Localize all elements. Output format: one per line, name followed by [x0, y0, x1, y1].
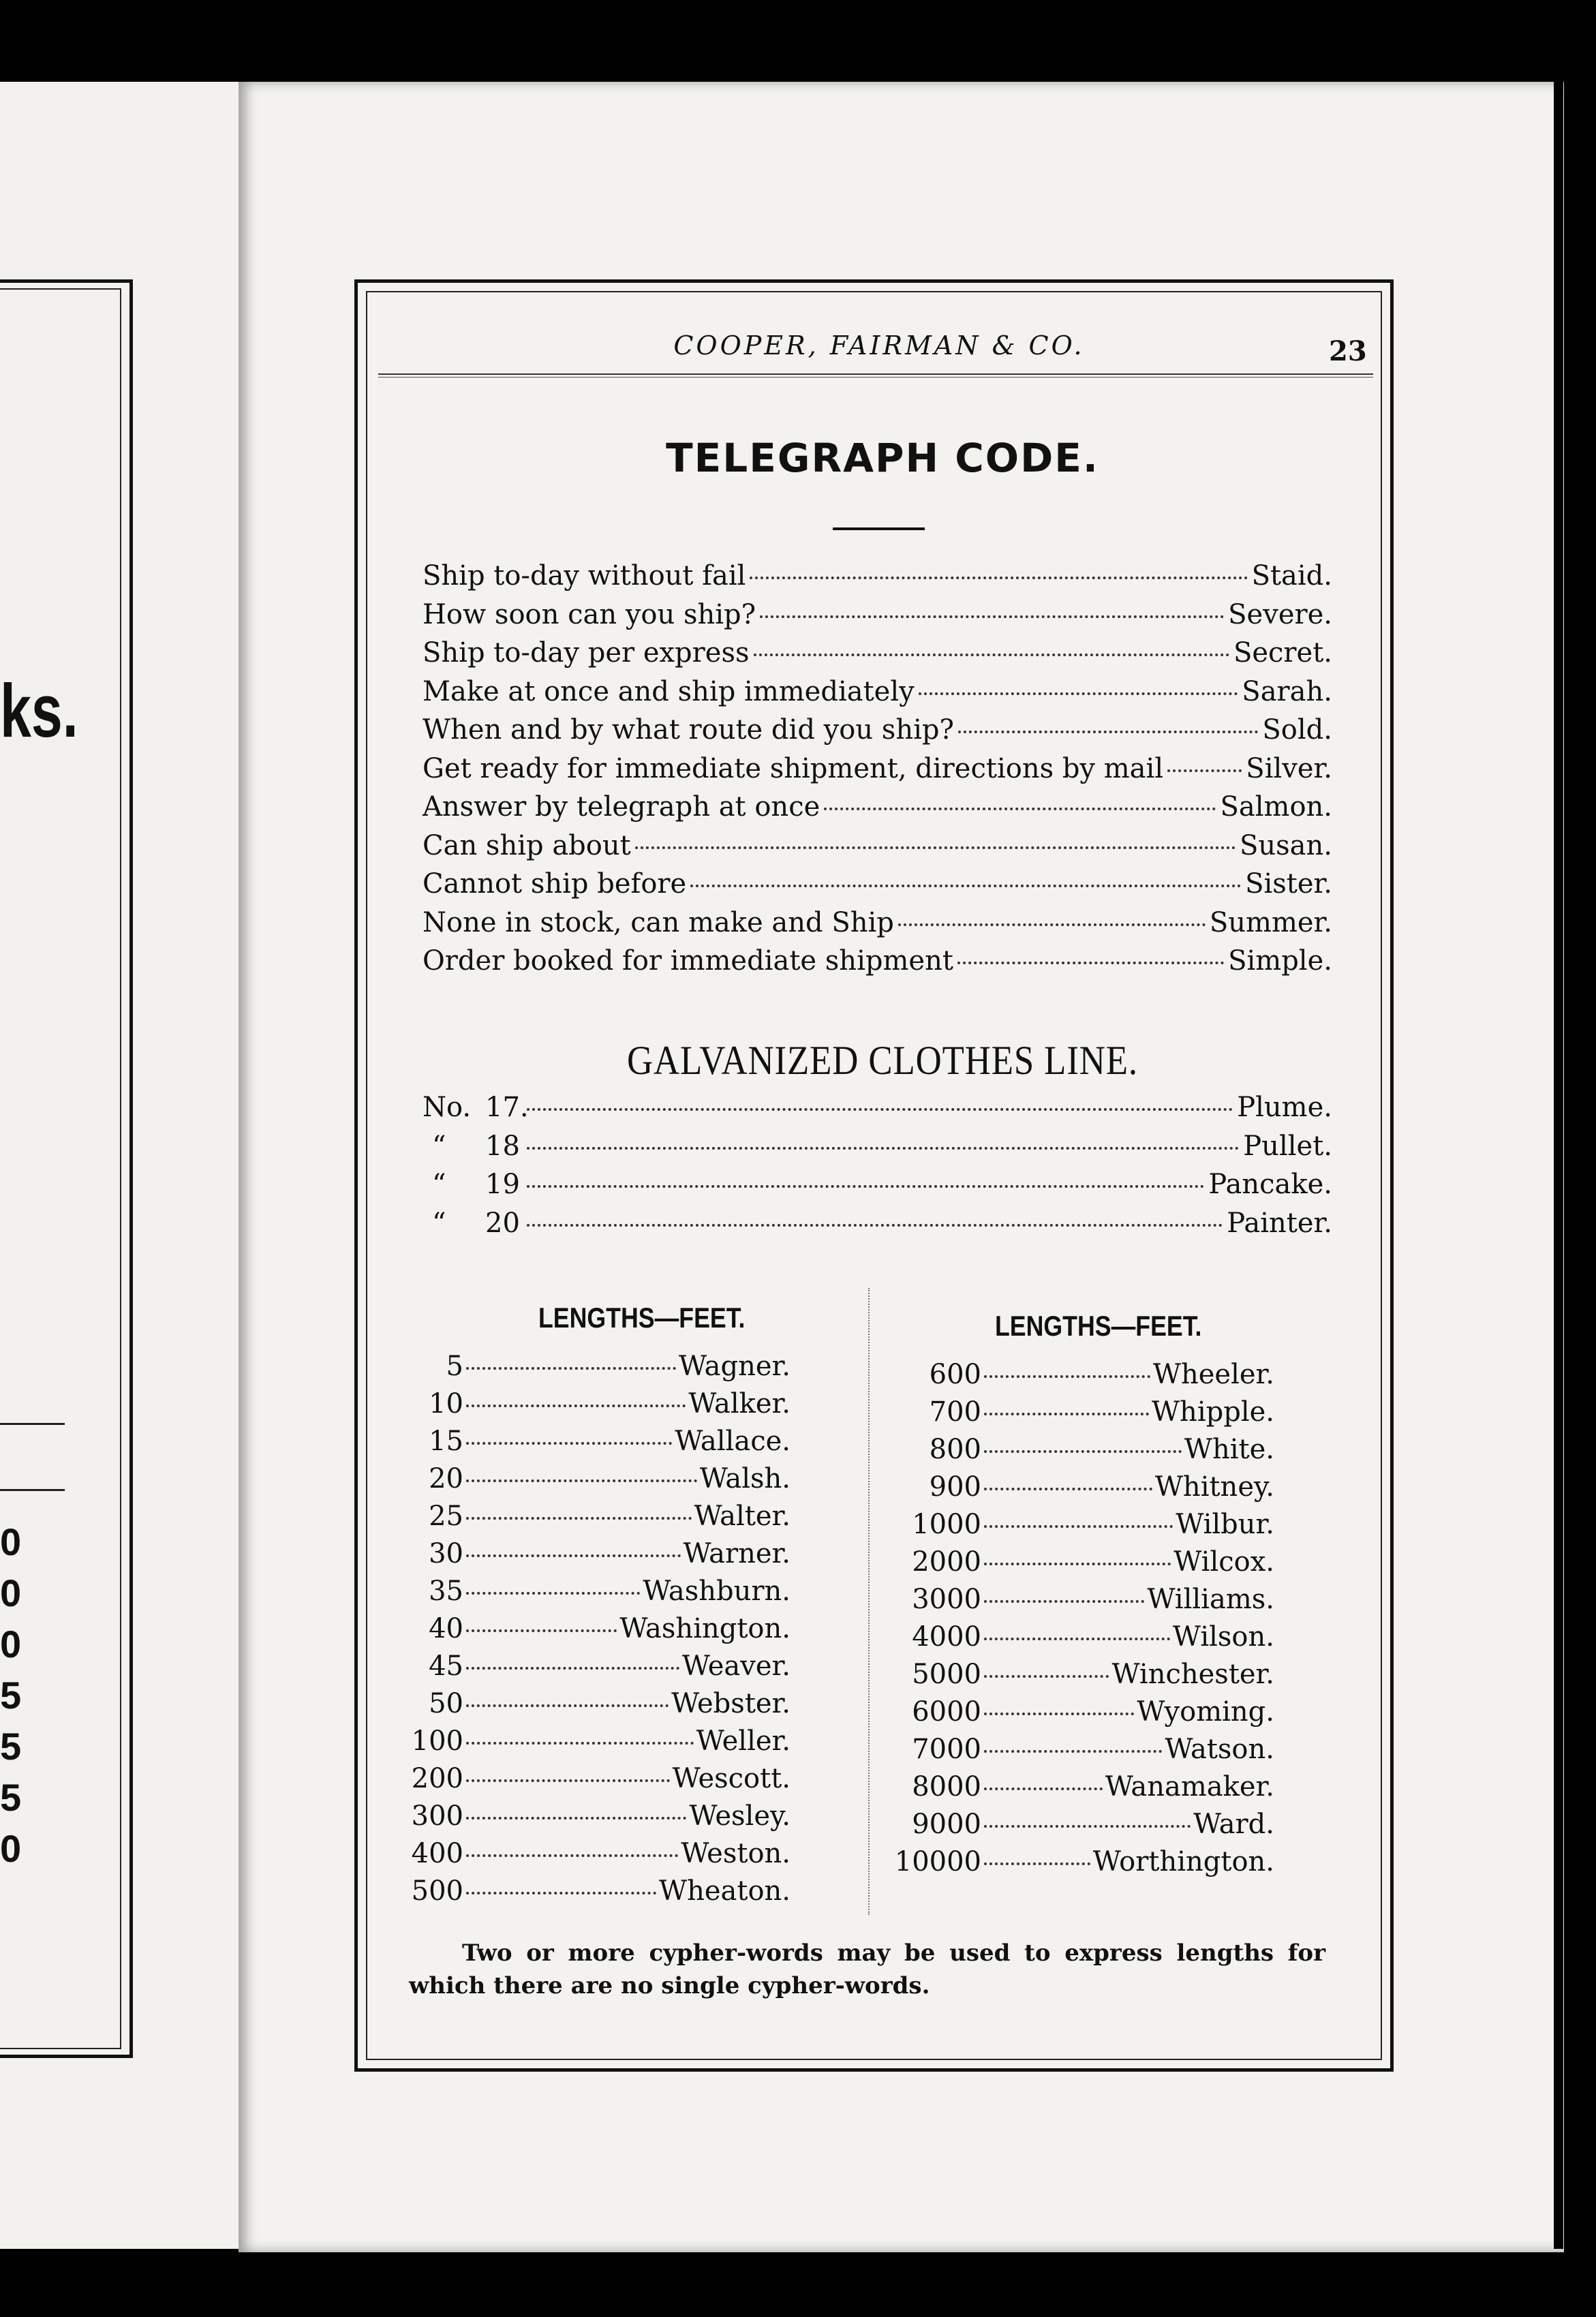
length-feet: 5: [446, 1351, 463, 1382]
code-word: Wilson.: [1172, 1621, 1274, 1653]
leader-dots: [984, 1713, 1134, 1715]
code-word: Susan.: [1239, 829, 1332, 861]
footnote: Two or more cypher-words may be used to express lengths for which there are no single cypher-words.: [409, 1939, 1325, 1999]
ditto-mark: “: [432, 1207, 446, 1239]
length-feet: 10000: [894, 1846, 981, 1877]
length-feet: 40: [429, 1613, 463, 1644]
clothes-line-row: [423, 1208, 1332, 1246]
code-word: Weller.: [696, 1725, 791, 1757]
line-number: 18: [485, 1130, 520, 1162]
code-phrase: Cannot ship before: [423, 868, 687, 900]
lengths-heading-right: LENGTHS—FEET.: [995, 1310, 1202, 1342]
leader-dots: [466, 1892, 656, 1894]
code-phrase: How soon can you ship?: [423, 598, 756, 630]
leader-dots: [984, 1862, 1090, 1865]
length-feet: 7000: [912, 1734, 981, 1765]
length-row: [893, 1584, 1274, 1621]
left-page-number: 5: [0, 1674, 22, 1717]
left-page-heading-fragment: ks.: [0, 669, 78, 753]
length-row: [893, 1621, 1274, 1659]
leader-dots: [984, 1563, 1171, 1565]
line-number: 17.: [485, 1092, 529, 1123]
code-word: Wyoming.: [1137, 1696, 1274, 1728]
length-row: [409, 1651, 791, 1688]
code-row: [423, 714, 1332, 753]
code-word: Williams.: [1147, 1584, 1274, 1615]
length-row: [893, 1846, 1274, 1884]
company-header: COOPER, FAIRMAN & CO.: [673, 331, 1085, 360]
length-row: [893, 1396, 1274, 1434]
code-phrase: When and by what route did you ship?: [423, 714, 954, 746]
telegraph-code-title: TELEGRAPH CODE.: [666, 435, 1099, 481]
length-row: [893, 1771, 1274, 1809]
leader-dots: [824, 808, 1216, 810]
length-feet: 1000: [912, 1509, 981, 1540]
code-word: Walsh.: [699, 1463, 791, 1494]
code-word: Wilcox.: [1173, 1546, 1274, 1578]
ditto-mark: “: [432, 1169, 446, 1200]
column-divider: [868, 1288, 870, 1915]
code-row: [423, 830, 1332, 869]
code-row: [423, 637, 1332, 676]
length-feet: 400: [411, 1838, 463, 1869]
length-row: [893, 1809, 1274, 1846]
length-feet: 4000: [912, 1621, 981, 1653]
page-number: 23: [1329, 335, 1367, 367]
length-feet: 30: [429, 1538, 463, 1569]
length-feet: 3000: [912, 1584, 981, 1615]
length-row: [409, 1800, 791, 1838]
code-word: Sarah.: [1242, 675, 1332, 707]
left-page-number: 0: [0, 1827, 22, 1870]
code-phrase: Make at once and ship immediately: [423, 675, 915, 707]
length-row: [409, 1613, 791, 1651]
length-row: [409, 1688, 791, 1725]
code-phrase: None in stock, can make and Ship: [423, 906, 894, 938]
code-phrase: Get ready for immediate shipment, directions by mail: [423, 752, 1164, 784]
leader-dots: [527, 1147, 1239, 1150]
length-feet: 5000: [912, 1659, 981, 1690]
lengths-list-right: [893, 1359, 1274, 1884]
code-phrase: Ship to-day per express: [423, 637, 750, 669]
length-row: [409, 1763, 791, 1800]
left-page-rule: [0, 1489, 65, 1491]
row-prefix: No.: [423, 1092, 472, 1123]
length-row: [409, 1576, 791, 1613]
length-feet: 500: [411, 1875, 463, 1907]
length-feet: 15: [429, 1426, 463, 1457]
leader-dots: [466, 1742, 694, 1745]
length-feet: 900: [929, 1471, 981, 1503]
left-page-fragment: [0, 82, 245, 2249]
length-feet: 200: [411, 1763, 463, 1794]
leader-dots: [984, 1413, 1149, 1415]
leader-dots: [984, 1825, 1191, 1828]
code-row: [423, 907, 1332, 946]
code-word: Pancake.: [1208, 1169, 1332, 1200]
leader-dots: [527, 1185, 1204, 1188]
leader-dots: [958, 731, 1258, 733]
length-feet: 10: [429, 1388, 463, 1420]
code-word: Wagner.: [679, 1351, 791, 1382]
code-word: Plume.: [1237, 1092, 1332, 1123]
length-feet: 300: [411, 1800, 463, 1832]
code-word: Warner.: [683, 1538, 791, 1569]
code-word: Weston.: [681, 1838, 791, 1869]
code-phrase: Ship to-day without fail: [423, 560, 746, 592]
length-feet: 50: [429, 1688, 463, 1719]
length-row: [409, 1725, 791, 1763]
clothes-line-row: [423, 1092, 1332, 1131]
length-feet: 9000: [912, 1809, 981, 1840]
leader-dots: [466, 1442, 672, 1445]
leader-dots: [898, 923, 1206, 926]
code-phrase: Answer by telegraph at once: [423, 791, 820, 823]
clothes-line-row: [423, 1131, 1332, 1169]
code-word: Walker.: [688, 1388, 791, 1420]
code-word: Wanamaker.: [1105, 1771, 1274, 1802]
left-page-number: 0: [0, 1623, 22, 1666]
leader-dots: [760, 615, 1224, 618]
length-row: [409, 1463, 791, 1501]
leader-dots: [466, 1592, 640, 1595]
lengths-heading-left: LENGTHS—FEET.: [538, 1302, 746, 1334]
code-word: Whipple.: [1151, 1396, 1274, 1428]
leader-dots: [466, 1554, 681, 1557]
length-feet: 600: [929, 1359, 981, 1390]
leader-dots: [466, 1667, 679, 1670]
length-row: [409, 1838, 791, 1875]
leader-dots: [919, 692, 1238, 695]
length-feet: 20: [429, 1463, 463, 1494]
leader-dots: [1167, 769, 1242, 772]
leader-dots: [466, 1817, 686, 1820]
code-word: Walter.: [694, 1501, 791, 1532]
code-row: [423, 753, 1332, 792]
leader-dots: [466, 1629, 617, 1632]
code-word: Severe.: [1228, 598, 1332, 630]
leader-dots: [527, 1108, 1233, 1111]
leader-dots: [466, 1854, 678, 1857]
length-row: [893, 1734, 1274, 1771]
length-row: [893, 1696, 1274, 1734]
code-word: Summer.: [1209, 906, 1332, 938]
code-word: Painter.: [1227, 1207, 1332, 1239]
code-word: Wallace.: [675, 1426, 791, 1457]
leader-dots: [466, 1779, 670, 1782]
length-row: [409, 1875, 791, 1913]
leader-dots: [984, 1375, 1150, 1378]
length-row: [409, 1426, 791, 1463]
leader-dots: [984, 1638, 1170, 1640]
line-number: 20: [485, 1207, 520, 1239]
leader-dots: [984, 1750, 1162, 1753]
line-number: 19: [485, 1169, 520, 1200]
code-word: Wesley.: [689, 1800, 791, 1832]
code-word: Wheaton.: [658, 1875, 791, 1907]
left-page-rule: [0, 1423, 65, 1425]
length-row: [409, 1388, 791, 1426]
length-feet: 100: [411, 1725, 463, 1757]
leader-dots: [466, 1704, 669, 1707]
telegraph-code-list: [423, 560, 1332, 984]
leader-dots: [984, 1450, 1182, 1453]
leader-dots: [635, 846, 1236, 849]
leader-dots: [527, 1224, 1223, 1227]
leader-dots: [984, 1787, 1103, 1790]
code-word: Webster.: [671, 1688, 791, 1719]
code-word: Wescott.: [672, 1763, 791, 1794]
code-row: [423, 791, 1332, 830]
lengths-list-left: [409, 1351, 791, 1913]
leader-dots: [984, 1525, 1173, 1528]
length-feet: 25: [429, 1501, 463, 1532]
leader-dots: [466, 1367, 676, 1370]
leader-dots: [984, 1488, 1152, 1490]
code-word: Washburn.: [643, 1576, 791, 1607]
code-word: Worthington.: [1092, 1846, 1274, 1877]
length-feet: 6000: [912, 1696, 981, 1728]
code-word: Washington.: [619, 1613, 791, 1644]
code-word: Wheeler.: [1152, 1359, 1274, 1390]
leader-dots: [690, 885, 1241, 887]
length-feet: 35: [429, 1576, 463, 1607]
code-word: Sister.: [1245, 868, 1332, 900]
code-word: Staid.: [1251, 560, 1332, 592]
left-page-number: 5: [0, 1776, 22, 1819]
code-row: [423, 945, 1332, 984]
code-phrase: Can ship about: [423, 829, 631, 861]
code-word: Simple.: [1228, 945, 1332, 977]
code-word: Wilbur.: [1176, 1509, 1274, 1540]
clothes-line-title: GALVANIZED CLOTHES LINE.: [626, 1038, 1139, 1083]
code-word: Secret.: [1233, 637, 1332, 669]
length-feet: 45: [429, 1651, 463, 1682]
leader-dots: [957, 962, 1224, 964]
clothes-line-list: [423, 1092, 1332, 1246]
clothes-line-row: [423, 1169, 1332, 1208]
length-feet: 800: [929, 1434, 981, 1465]
left-page-number: 0: [0, 1520, 22, 1563]
length-row: [409, 1501, 791, 1538]
ditto-mark: “: [432, 1130, 446, 1162]
leader-dots: [750, 577, 1247, 579]
length-row: [409, 1351, 791, 1388]
code-row: [423, 676, 1332, 715]
code-word: Whitney.: [1154, 1471, 1274, 1503]
length-feet: 2000: [912, 1546, 981, 1578]
code-row: [423, 599, 1332, 638]
length-feet: 700: [929, 1396, 981, 1428]
leader-dots: [466, 1517, 692, 1520]
page-edge: [1554, 75, 1563, 2249]
leader-dots: [984, 1675, 1109, 1678]
code-word: Ward.: [1193, 1809, 1274, 1840]
code-row: [423, 868, 1332, 907]
length-feet: 8000: [912, 1771, 981, 1802]
code-word: Weaver.: [681, 1651, 791, 1682]
length-row: [893, 1659, 1274, 1696]
code-word: White.: [1184, 1434, 1274, 1465]
leader-dots: [984, 1600, 1144, 1603]
length-row: [893, 1471, 1274, 1509]
header-rule: [378, 373, 1373, 378]
length-row: [409, 1538, 791, 1576]
title-rule: [833, 527, 925, 530]
leader-dots: [466, 1405, 686, 1407]
leader-dots: [754, 654, 1229, 656]
code-phrase: Order booked for immediate shipment: [423, 945, 953, 977]
code-word: Sold.: [1262, 714, 1332, 746]
code-row: [423, 560, 1332, 599]
length-row: [893, 1434, 1274, 1471]
length-row: [893, 1546, 1274, 1584]
code-word: Winchester.: [1111, 1659, 1274, 1690]
code-word: Pullet.: [1243, 1130, 1332, 1162]
leader-dots: [466, 1479, 697, 1482]
code-word: Silver.: [1246, 752, 1332, 784]
code-word: Salmon.: [1220, 791, 1332, 823]
length-row: [893, 1359, 1274, 1396]
left-page-number: 0: [0, 1571, 22, 1614]
code-word: Watson.: [1165, 1734, 1274, 1765]
left-page-number: 5: [0, 1725, 22, 1768]
length-row: [893, 1509, 1274, 1546]
